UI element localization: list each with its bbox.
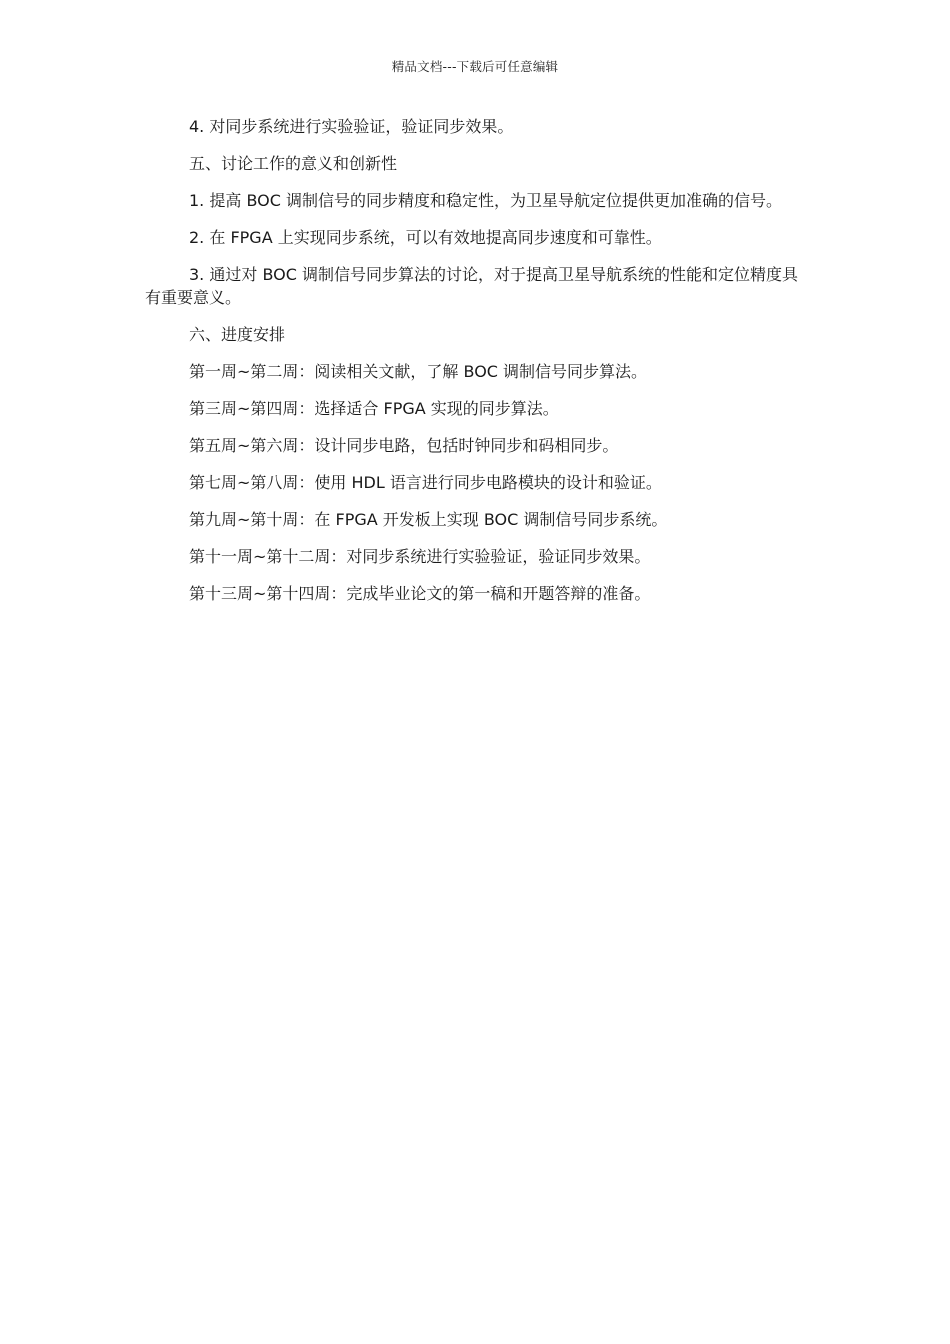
schedule-item-weeks-11-12: 第十一周~第十二周：对同步系统进行实验验证，验证同步效果。 [189, 547, 651, 566]
section-heading-significance: 五、讨论工作的意义和创新性 [189, 154, 398, 173]
document-body [145, 115, 805, 619]
schedule-item-weeks-7-8: 第七周~第八周：使用 HDL 语言进行同步电路模块的设计和验证。 [189, 473, 662, 492]
significance-item-3: 3. 通过对 BOC 调制信号同步算法的讨论，对于提高卫星导航系统的性能和定位精度具有重要意义。 [145, 265, 798, 307]
significance-item-2: 2. 在 FPGA 上实现同步系统，可以有效地提高同步速度和可靠性。 [189, 228, 662, 247]
schedule-item-weeks-5-6: 第五周~第六周：设计同步电路，包括时钟同步和码相同步。 [189, 436, 619, 455]
schedule-item-weeks-3-4: 第三周~第四周：选择适合 FPGA 实现的同步算法。 [189, 399, 559, 418]
schedule-item-weeks-1-2: 第一周~第二周：阅读相关文献，了解 BOC 调制信号同步算法。 [189, 362, 648, 381]
significance-item-1: 1. 提高 BOC 调制信号的同步精度和稳定性，为卫星导航定位提供更加准确的信号。 [189, 191, 782, 210]
section-heading-schedule: 六、进度安排 [189, 325, 286, 344]
page-header: 精品文档---下载后可任意编辑 [391, 59, 559, 74]
schedule-item-weeks-13-14: 第十三周~第十四周：完成毕业论文的第一稿和开题答辩的准备。 [189, 584, 651, 603]
list-item-validation: 4. 对同步系统进行实验验证，验证同步效果。 [189, 117, 514, 136]
schedule-item-weeks-9-10: 第九周~第十周：在 FPGA 开发板上实现 BOC 调制信号同步系统。 [189, 510, 668, 529]
